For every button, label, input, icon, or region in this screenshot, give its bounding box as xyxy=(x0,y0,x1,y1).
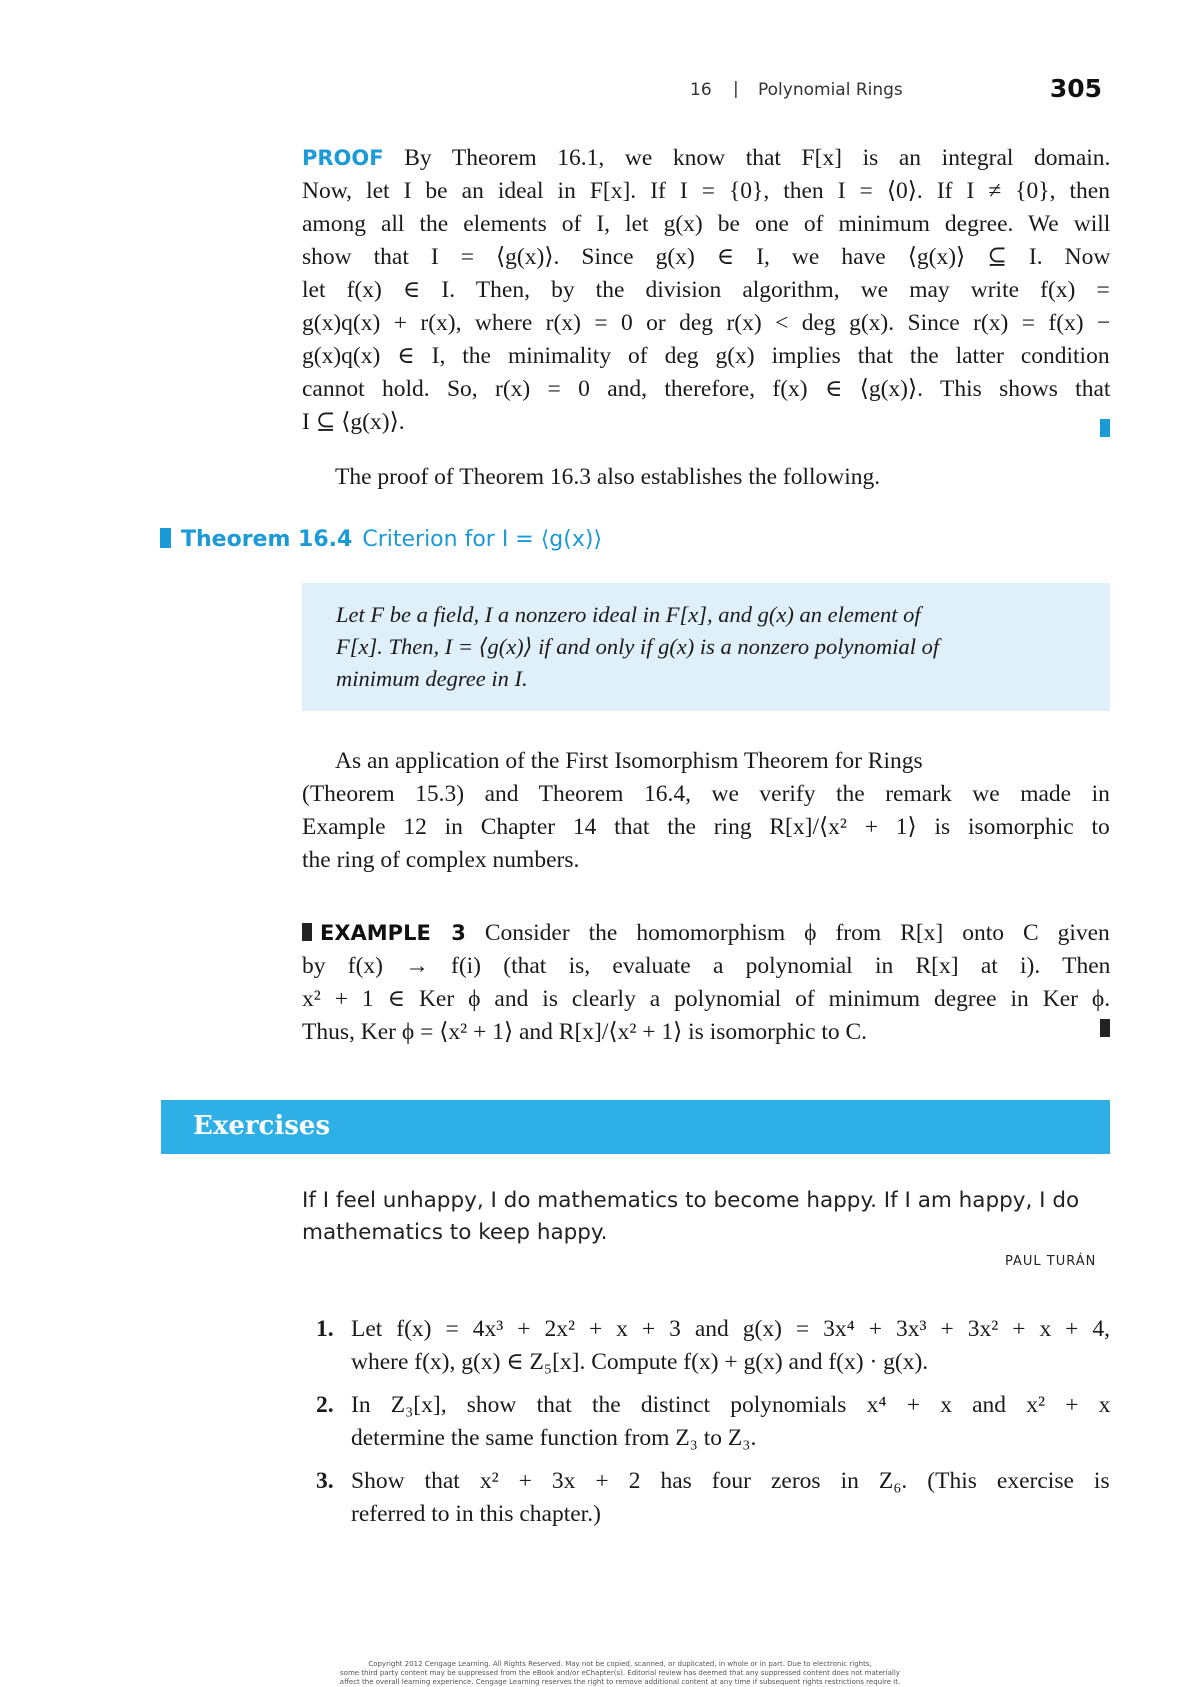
theorem-line: Let F be a field, I a nonzero ideal in F[x], and g(x) an element of xyxy=(336,602,921,627)
example-label: EXAMPLE 3 xyxy=(320,921,466,945)
exercise-number: 2. xyxy=(316,1392,334,1418)
exercises-header-bar xyxy=(161,1100,1110,1154)
epigraph-line: mathematics to keep happy. xyxy=(302,1220,608,1245)
example-paragraph xyxy=(302,917,1110,1049)
application-line: the ring of complex numbers. xyxy=(302,847,580,873)
theorem-statement xyxy=(336,599,939,695)
copyright-notice xyxy=(280,1660,960,1687)
copyright-line: affect the overall learning experience. Cengage Learning reserves the right to remove additional content at any time if subsequent rights restrictions require it. xyxy=(339,1678,901,1686)
example-line: x² + 1 ∈ Ker ϕ and is clearly a polynomial of minimum degree in Ker ϕ. xyxy=(302,986,1111,1012)
theorem-title: Criterion for I = ⟨g(x)⟩ xyxy=(362,527,603,552)
chapter-number: 16 xyxy=(690,80,712,100)
exercise-number: 1. xyxy=(316,1316,334,1342)
exercise-number: 3. xyxy=(316,1468,334,1494)
section-title: Polynomial Rings xyxy=(758,80,903,100)
exercise-text: In Z₃[x], show that the distinct polynomials x⁴ + x and x² + x determine the same function from Z₃ to Z₃. xyxy=(351,1392,1111,1451)
example-line: by f(x) → f(i) (that is, evaluate a polynomial in R[x] at i). Then xyxy=(302,953,1111,979)
example-line: EXAMPLE 3 Consider the homomorphism ϕ from R[x] onto C given xyxy=(302,917,1110,950)
proof-line: PROOF By Theorem 16.1, we know that F[x] is an integral domain. xyxy=(302,145,1111,171)
theorem-number: Theorem 16.4 xyxy=(181,527,353,552)
running-head-separator: | xyxy=(733,79,739,99)
theorem-marker xyxy=(160,528,171,548)
epigraph xyxy=(302,1185,1079,1249)
proof-line: g(x)q(x) + r(x), where r(x) = 0 or deg r(x) < deg g(x). Since r(x) = f(x) − xyxy=(302,310,1111,336)
proof-line: cannot hold. So, r(x) = 0 and, therefore, f(x) ∈ ⟨g(x)⟩. This shows that xyxy=(302,376,1111,402)
exercises-heading: Exercises xyxy=(193,1111,331,1141)
application-line: Example 12 in Chapter 14 that the ring R[x]/⟨x² + 1⟩ is isomorphic to xyxy=(302,814,1110,840)
example-line: Thus, Ker ϕ = ⟨x² + 1⟩ and R[x]/⟨x² + 1⟩ is isomorphic to C. xyxy=(302,1019,868,1045)
proof-line: let f(x) ∈ I. Then, by the division algorithm, we may write f(x) = xyxy=(302,277,1110,303)
proof-end-mark xyxy=(1100,419,1110,442)
epigraph-attribution: PAUL TURÁN xyxy=(1005,1254,1097,1269)
proof-line: I ⊆ ⟨g(x)⟩. xyxy=(302,409,405,435)
example-marker xyxy=(302,923,312,941)
proof-label: PROOF xyxy=(302,146,384,170)
example-end-mark xyxy=(1100,1019,1110,1042)
application-line: (Theorem 15.3) and Theorem 16.4, we verify the remark we made in xyxy=(302,781,1110,807)
copyright-line: some third party content may be suppressed from the eBook and/or eChapter(s). Editorial review has deemed that any suppressed content does not materially xyxy=(340,1669,900,1677)
proof-line: among all the elements of I, let g(x) be one of minimum degree. We will xyxy=(302,211,1111,237)
epigraph-line: If I feel unhappy, I do mathematics to become happy. If I am happy, I do xyxy=(302,1188,1080,1213)
running-head xyxy=(690,74,1120,114)
proof-line: show that I = ⟨g(x)⟩. Since g(x) ∈ I, we have ⟨g(x)⟩ ⊆ I. Now xyxy=(302,244,1111,270)
proof-line: Now, let I be an ideal in F[x]. If I = {0}, then I = ⟨0⟩. If I ≠ {0}, then xyxy=(302,178,1110,204)
theorem-box xyxy=(302,583,1110,711)
proof-paragraph xyxy=(302,142,1110,439)
proof-line: g(x)q(x) ∈ I, the minimality of deg g(x) implies that the latter condition xyxy=(302,343,1110,369)
exercise-text: Let f(x) = 4x³ + 2x² + x + 3 and g(x) = 3x⁴ + 3x³ + 3x² + x + 4, where f(x), g(x) ∈ Z₅[x]. Compute f(x) + g(x) and f(x) · g(x). xyxy=(351,1316,1111,1375)
application-line: As an application of the First Isomorphism Theorem for Rings xyxy=(335,748,923,774)
page-number: 305 xyxy=(1049,74,1102,103)
exercise-text: Show that x² + 3x + 2 has four zeros in Z₆. (This exercise is referred to in this chapter.) xyxy=(351,1468,1110,1527)
theorem-line: minimum degree in I. xyxy=(336,666,528,691)
copyright-line: Copyright 2012 Cengage Learning. All Rights Reserved. May not be copied, scanned, or duplicated, in whole or in part. Due to electronic rights, xyxy=(368,1660,872,1668)
theorem-heading xyxy=(160,527,602,552)
application-paragraph xyxy=(302,745,1110,877)
intro-sentence: The proof of Theorem 16.3 also establishes the following. xyxy=(335,464,881,490)
theorem-line: F[x]. Then, I = ⟨g(x)⟩ if and only if g(x) is a nonzero polynomial of xyxy=(336,634,940,659)
